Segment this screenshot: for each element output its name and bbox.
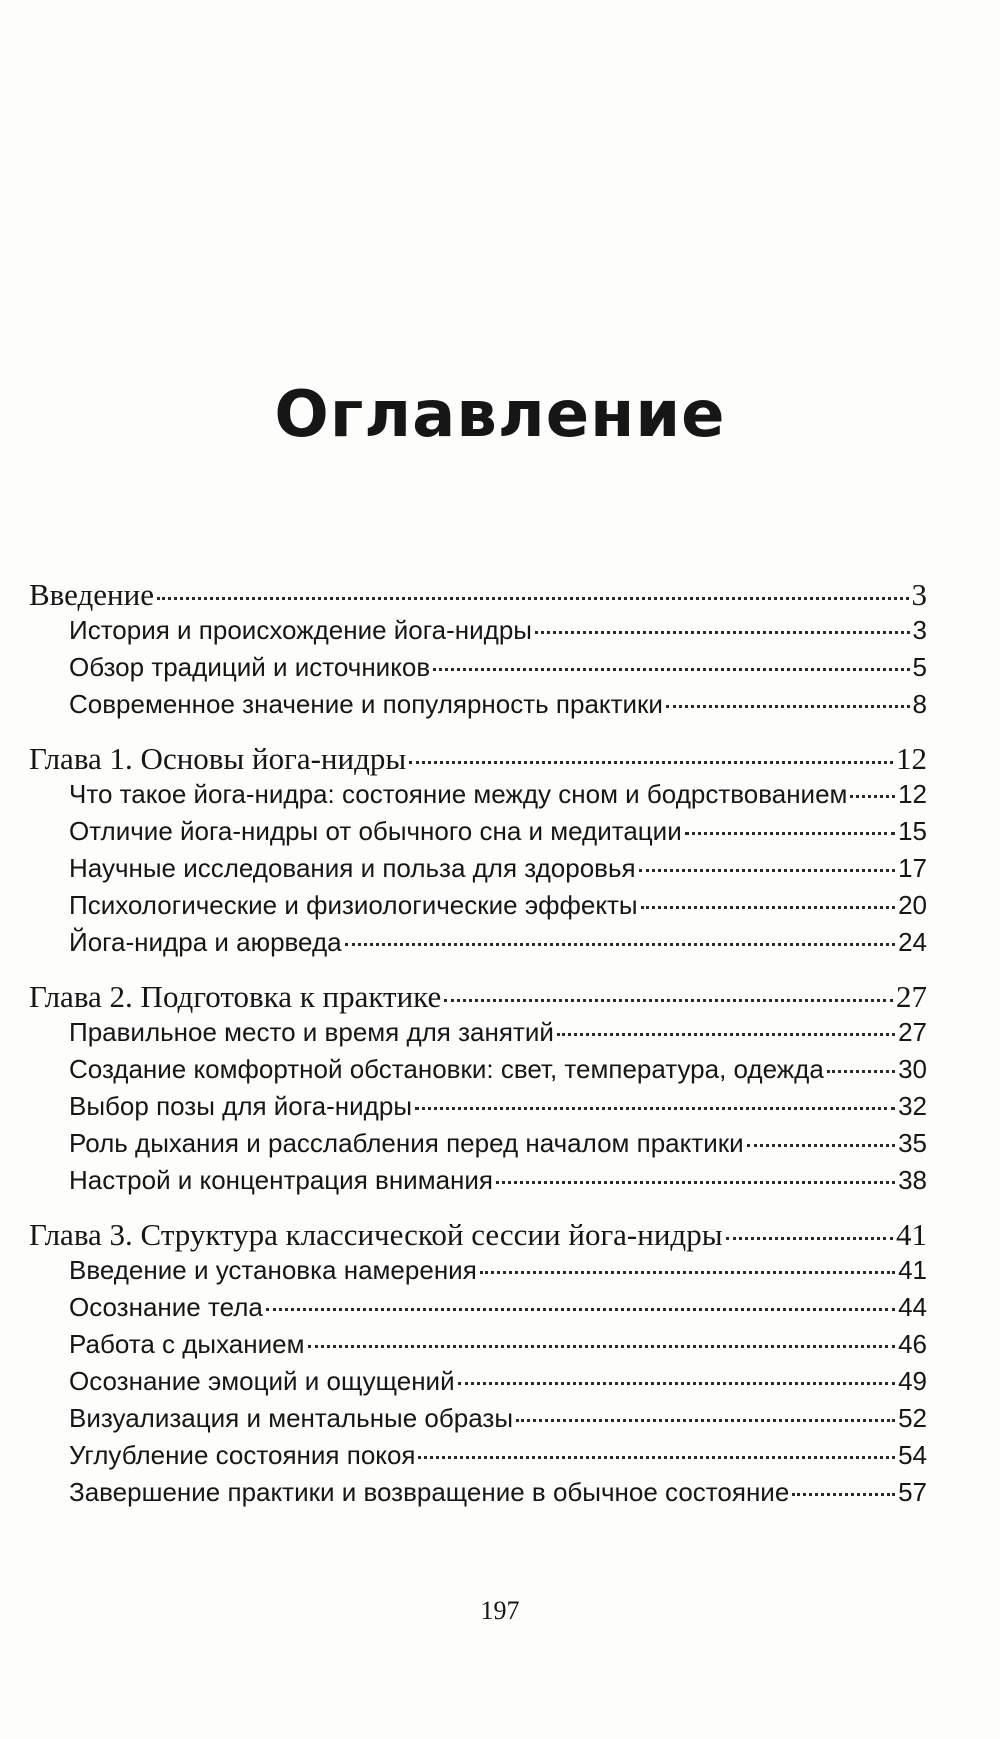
- toc-entry-page: 44: [898, 1292, 927, 1322]
- toc-entry-title: Глава 2. Подготовка к практике: [29, 979, 442, 1014]
- toc-entry-title: Осознание тела: [69, 1292, 263, 1322]
- toc-section-introduction: [29, 577, 927, 726]
- toc-entry-page: 8: [912, 689, 927, 719]
- toc-entry-title: Выбор позы для йога-нидры: [69, 1091, 413, 1121]
- dot-leader: [641, 906, 895, 909]
- toc-entry-page: 57: [898, 1477, 927, 1507]
- toc-entry-title: Визуализация и ментальные образы: [69, 1403, 514, 1433]
- toc-entry-page: 27: [896, 979, 927, 1014]
- toc-item-row: [29, 1292, 927, 1329]
- dot-leader: [157, 597, 909, 600]
- toc-entry-page: 32: [898, 1091, 927, 1121]
- dot-leader: [516, 1419, 895, 1422]
- toc-entry-title: Введение: [29, 577, 154, 612]
- toc-entry-title: Осознание эмоций и ощущений: [69, 1366, 455, 1396]
- toc-section-chapter-1: [29, 741, 927, 964]
- toc-entry-title: Завершение практики и возвращение в обычное состояние: [69, 1477, 790, 1507]
- toc-entry-page: 27: [898, 1017, 927, 1047]
- dot-leader: [850, 795, 895, 798]
- toc-item-row: [29, 1165, 927, 1202]
- toc-entry-title: Йога-нидра и аюрведа: [69, 927, 342, 957]
- toc-section-chapter-2: [29, 979, 927, 1202]
- toc-item-row: [29, 1054, 927, 1091]
- toc-entry-title: Психологические и физиологические эффекты: [69, 890, 638, 920]
- toc-entry-title: Обзор традиций и источников: [69, 652, 431, 682]
- dot-leader: [726, 1237, 893, 1240]
- page-number: 197: [480, 1596, 520, 1625]
- toc-item-row: [29, 890, 927, 927]
- toc-item-row: [29, 689, 927, 726]
- toc-entry-page: 49: [898, 1366, 927, 1396]
- toc-entry-title: Углубление состояния покоя: [69, 1440, 416, 1470]
- dot-leader: [444, 999, 893, 1002]
- dot-leader: [496, 1181, 895, 1184]
- dot-leader: [685, 832, 895, 835]
- toc-item-row: [29, 1403, 927, 1440]
- dot-leader: [557, 1033, 895, 1036]
- toc-entry-page: 30: [898, 1054, 927, 1084]
- dot-leader: [458, 1382, 895, 1385]
- toc-entry-page: 15: [898, 816, 927, 846]
- dot-leader: [345, 943, 895, 946]
- toc-entry-page: 46: [898, 1329, 927, 1359]
- toc-item-row: [29, 615, 927, 652]
- toc-entry-page: 41: [896, 1217, 927, 1252]
- toc-chapter-row: [29, 1217, 927, 1255]
- dot-leader: [792, 1493, 895, 1496]
- dot-leader: [535, 631, 910, 634]
- dot-leader: [747, 1144, 895, 1147]
- toc-item-row: [29, 927, 927, 964]
- toc-entry-page: 17: [898, 853, 927, 883]
- toc-entry-title: Современное значение и популярность практики: [69, 689, 663, 719]
- toc-entry-title: Роль дыхания и расслабления перед началом практики: [69, 1128, 744, 1158]
- toc-entry-title: Настрой и концентрация внимания: [69, 1165, 493, 1195]
- table-of-contents: [29, 577, 927, 1514]
- toc-entry-title: Правильное место и время для занятий: [69, 1017, 554, 1047]
- toc-item-row: [29, 652, 927, 689]
- toc-entry-title: Введение и установка намерения: [69, 1255, 477, 1285]
- dot-leader: [480, 1271, 895, 1274]
- dot-leader: [666, 705, 910, 708]
- toc-entry-title: Научные исследования и польза для здоровья: [69, 853, 636, 883]
- dot-leader: [409, 761, 893, 764]
- toc-entry-page: 35: [898, 1128, 927, 1158]
- dot-leader: [266, 1308, 895, 1311]
- dot-leader: [827, 1070, 895, 1073]
- toc-item-row: [29, 853, 927, 890]
- toc-entry-title: История и происхождение йога-нидры: [69, 615, 532, 645]
- toc-entry-page: 3: [912, 615, 927, 645]
- toc-item-row: [29, 1128, 927, 1165]
- toc-entry-title: Отличие йога-нидры от обычного сна и медитации: [69, 816, 682, 846]
- toc-entry-page: 12: [896, 741, 927, 776]
- toc-item-row: [29, 779, 927, 816]
- toc-entry-page: 12: [898, 779, 927, 809]
- toc-entry-title: Работа с дыханием: [69, 1329, 305, 1359]
- toc-entry-page: 20: [898, 890, 927, 920]
- toc-item-row: [29, 816, 927, 853]
- toc-item-row: [29, 1366, 927, 1403]
- toc-entry-title: Что такое йога-нидра: состояние между сном и бодрствованием: [69, 779, 848, 809]
- toc-entry-title: Глава 1. Основы йога-нидры: [29, 741, 407, 776]
- toc-item-row: [29, 1017, 927, 1054]
- toc-entry-page: 24: [898, 927, 927, 957]
- toc-chapter-row: [29, 577, 927, 615]
- toc-entry-page: 5: [912, 652, 927, 682]
- toc-entry-page: 41: [898, 1255, 927, 1285]
- dot-leader: [433, 668, 909, 671]
- dot-leader: [308, 1345, 896, 1348]
- toc-item-row: [29, 1091, 927, 1128]
- toc-section-chapter-3: [29, 1217, 927, 1514]
- toc-item-row: [29, 1440, 927, 1477]
- toc-entry-title: Глава 3. Структура классической сессии йога-нидры: [29, 1217, 723, 1252]
- toc-entry-page: 52: [898, 1403, 927, 1433]
- page-title: Оглавление: [274, 377, 726, 452]
- toc-item-row: [29, 1255, 927, 1292]
- toc-chapter-row: [29, 741, 927, 779]
- toc-entry-title: Создание комфортной обстановки: свет, температура, одежда: [69, 1054, 824, 1084]
- toc-entry-page: 38: [898, 1165, 927, 1195]
- toc-entry-page: 54: [898, 1440, 927, 1470]
- dot-leader: [415, 1107, 895, 1110]
- toc-entry-page: 3: [911, 577, 927, 612]
- toc-chapter-row: [29, 979, 927, 1017]
- dot-leader: [418, 1456, 895, 1459]
- dot-leader: [639, 869, 895, 872]
- toc-item-row: [29, 1329, 927, 1366]
- toc-item-row: [29, 1477, 927, 1514]
